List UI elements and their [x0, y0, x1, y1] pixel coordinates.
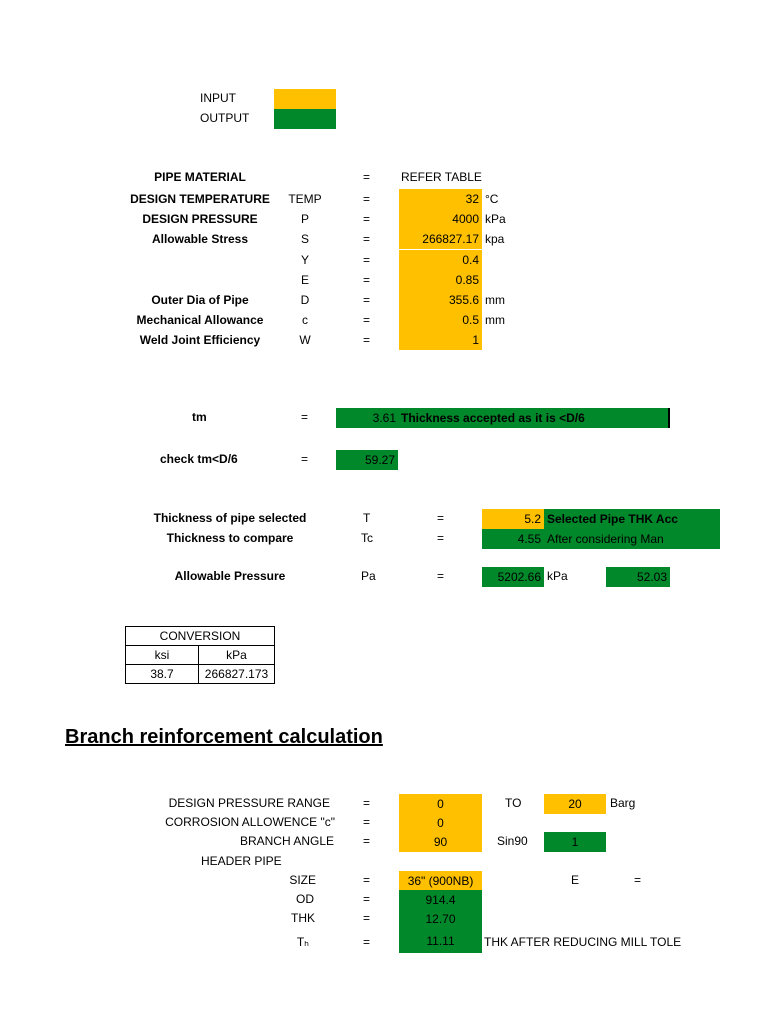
allow-pressure-unit: kPa — [547, 569, 568, 583]
thk-eq: = — [363, 911, 371, 925]
param-input-cell[interactable]: 0.5 — [399, 310, 482, 330]
param-eq: = — [363, 212, 371, 226]
legend-input-label: INPUT — [200, 91, 236, 105]
sin-output-cell: 1 — [544, 832, 606, 852]
conversion-col-kpa: kPa — [199, 646, 275, 665]
param-label: DESIGN TEMPERATURE — [130, 192, 270, 206]
allow-pressure-eq: = — [437, 569, 445, 583]
th-label: Tₕ — [296, 935, 309, 949]
param-input-cell[interactable]: 32 — [399, 189, 482, 209]
conversion-ksi-value[interactable]: 38.7 — [126, 665, 199, 684]
size-label: SIZE — [289, 873, 316, 887]
conversion-table — [125, 626, 275, 684]
sin-label: Sin90 — [497, 834, 528, 848]
param-eq: = — [363, 313, 371, 327]
e-eq: = — [634, 873, 642, 887]
param-input-cell[interactable]: 4000 — [399, 209, 482, 229]
param-symbol: S — [300, 232, 309, 246]
tm-output-cell — [336, 408, 670, 428]
param-value: REFER TABLE — [401, 170, 482, 184]
check-eq: = — [301, 452, 309, 466]
tm-eq: = — [301, 410, 309, 424]
header-pipe-label: HEADER PIPE — [201, 854, 282, 868]
conversion-kpa-value: 266827.173 — [199, 665, 275, 684]
corrosion-eq: = — [363, 815, 371, 829]
tm-note: Thickness accepted as it is <D/6 — [401, 411, 585, 425]
allow-pressure-output-cell: 5202.66 — [482, 567, 544, 587]
th-output-cell: 11.11 — [399, 929, 482, 953]
range-eq: = — [363, 796, 371, 810]
allow-pressure-label: Allowable Pressure — [174, 569, 286, 583]
param-unit: °C — [485, 192, 499, 206]
angle-label: BRANCH ANGLE — [239, 834, 334, 848]
legend-output-label: OUTPUT — [200, 111, 250, 125]
range-unit: Barg — [610, 796, 636, 810]
param-symbol: W — [299, 333, 311, 347]
thk-compare-eq: = — [437, 531, 445, 545]
param-eq: = — [363, 253, 371, 267]
tm-label: tm — [192, 410, 207, 424]
size-eq: = — [363, 873, 371, 887]
param-label: PIPE MATERIAL — [154, 170, 246, 184]
od-output-cell: 914.4 — [399, 890, 482, 910]
thk-selected-input-cell[interactable]: 5.2 — [482, 509, 544, 529]
param-input-cell[interactable]: 1 — [399, 330, 482, 350]
param-label: Weld Joint Efficiency — [139, 333, 261, 347]
range-to-input[interactable]: 20 — [544, 794, 606, 814]
allow-pressure-symbol: Pa — [361, 569, 376, 583]
param-eq: = — [363, 333, 371, 347]
thk-compare-label: Thickness to compare — [166, 531, 294, 545]
legend-input-swatch — [274, 89, 336, 109]
thk-selected-symbol: T — [363, 511, 371, 525]
param-eq: = — [363, 170, 371, 184]
conversion-col-ksi: ksi — [126, 646, 199, 665]
thk-compare-note: After considering Man — [547, 532, 664, 546]
param-label: Allowable Stress — [151, 232, 249, 246]
e-label: E — [571, 873, 580, 887]
conversion-title: CONVERSION — [126, 627, 275, 646]
param-input-cell[interactable]: 0.4 — [399, 250, 482, 270]
thk-compare-symbol: Tc — [361, 531, 373, 545]
param-input-cell[interactable]: 266827.17 — [399, 229, 482, 249]
param-unit: kpa — [485, 232, 505, 246]
thk-selected-note: Selected Pipe THK Acc — [544, 509, 720, 529]
param-eq: = — [363, 293, 371, 307]
angle-eq: = — [363, 834, 371, 848]
corrosion-input[interactable]: 0 — [399, 813, 482, 833]
param-symbol: Y — [300, 253, 309, 267]
param-label: Mechanical Allowance — [136, 313, 264, 327]
param-symbol: E — [300, 273, 309, 287]
param-symbol: P — [300, 212, 309, 226]
tm-value: 3.61 — [372, 411, 396, 425]
od-label: OD — [296, 892, 314, 906]
thk-compare-output-cell — [482, 529, 720, 549]
th-eq: = — [363, 935, 371, 949]
param-input-cell[interactable]: 355.6 — [399, 290, 482, 310]
param-symbol: TEMP — [288, 192, 322, 206]
check-label: check tm<D/6 — [160, 452, 238, 466]
param-eq: = — [363, 232, 371, 246]
thk-label: THK — [291, 911, 315, 925]
thk-output-cell: 12.70 — [399, 909, 482, 929]
param-label: DESIGN PRESSURE — [142, 212, 258, 226]
param-eq: = — [363, 192, 371, 206]
angle-input[interactable]: 90 — [399, 832, 482, 852]
legend-output-swatch — [274, 109, 336, 129]
thk-compare-value: 4.55 — [517, 532, 541, 546]
param-eq: = — [363, 273, 371, 287]
param-unit: kPa — [485, 212, 506, 226]
size-input[interactable]: 36" (900NB) — [399, 871, 482, 891]
range-to-label: TO — [505, 796, 522, 810]
param-unit: mm — [485, 313, 505, 327]
param-label: Outer Dia of Pipe — [151, 293, 249, 307]
od-eq: = — [363, 892, 371, 906]
param-symbol: c — [302, 313, 308, 327]
param-input-cell[interactable]: 0.85 — [399, 270, 482, 290]
param-unit: mm — [485, 293, 505, 307]
allow-pressure-bar-cell: 52.03 — [606, 567, 670, 587]
check-output-cell: 59.27 — [336, 450, 398, 470]
branch-heading: Branch reinforcement calculation — [65, 726, 383, 748]
param-symbol: D — [300, 293, 310, 307]
th-note: THK AFTER REDUCING MILL TOLE — [484, 935, 682, 949]
range-label: DESIGN PRESSURE RANGE — [168, 796, 330, 810]
thk-selected-eq: = — [437, 511, 445, 525]
thk-selected-label: Thickness of pipe selected — [153, 511, 307, 525]
corrosion-label: CORROSION ALLOWENCE "c" — [165, 815, 335, 829]
range-from-input[interactable]: 0 — [399, 794, 482, 814]
